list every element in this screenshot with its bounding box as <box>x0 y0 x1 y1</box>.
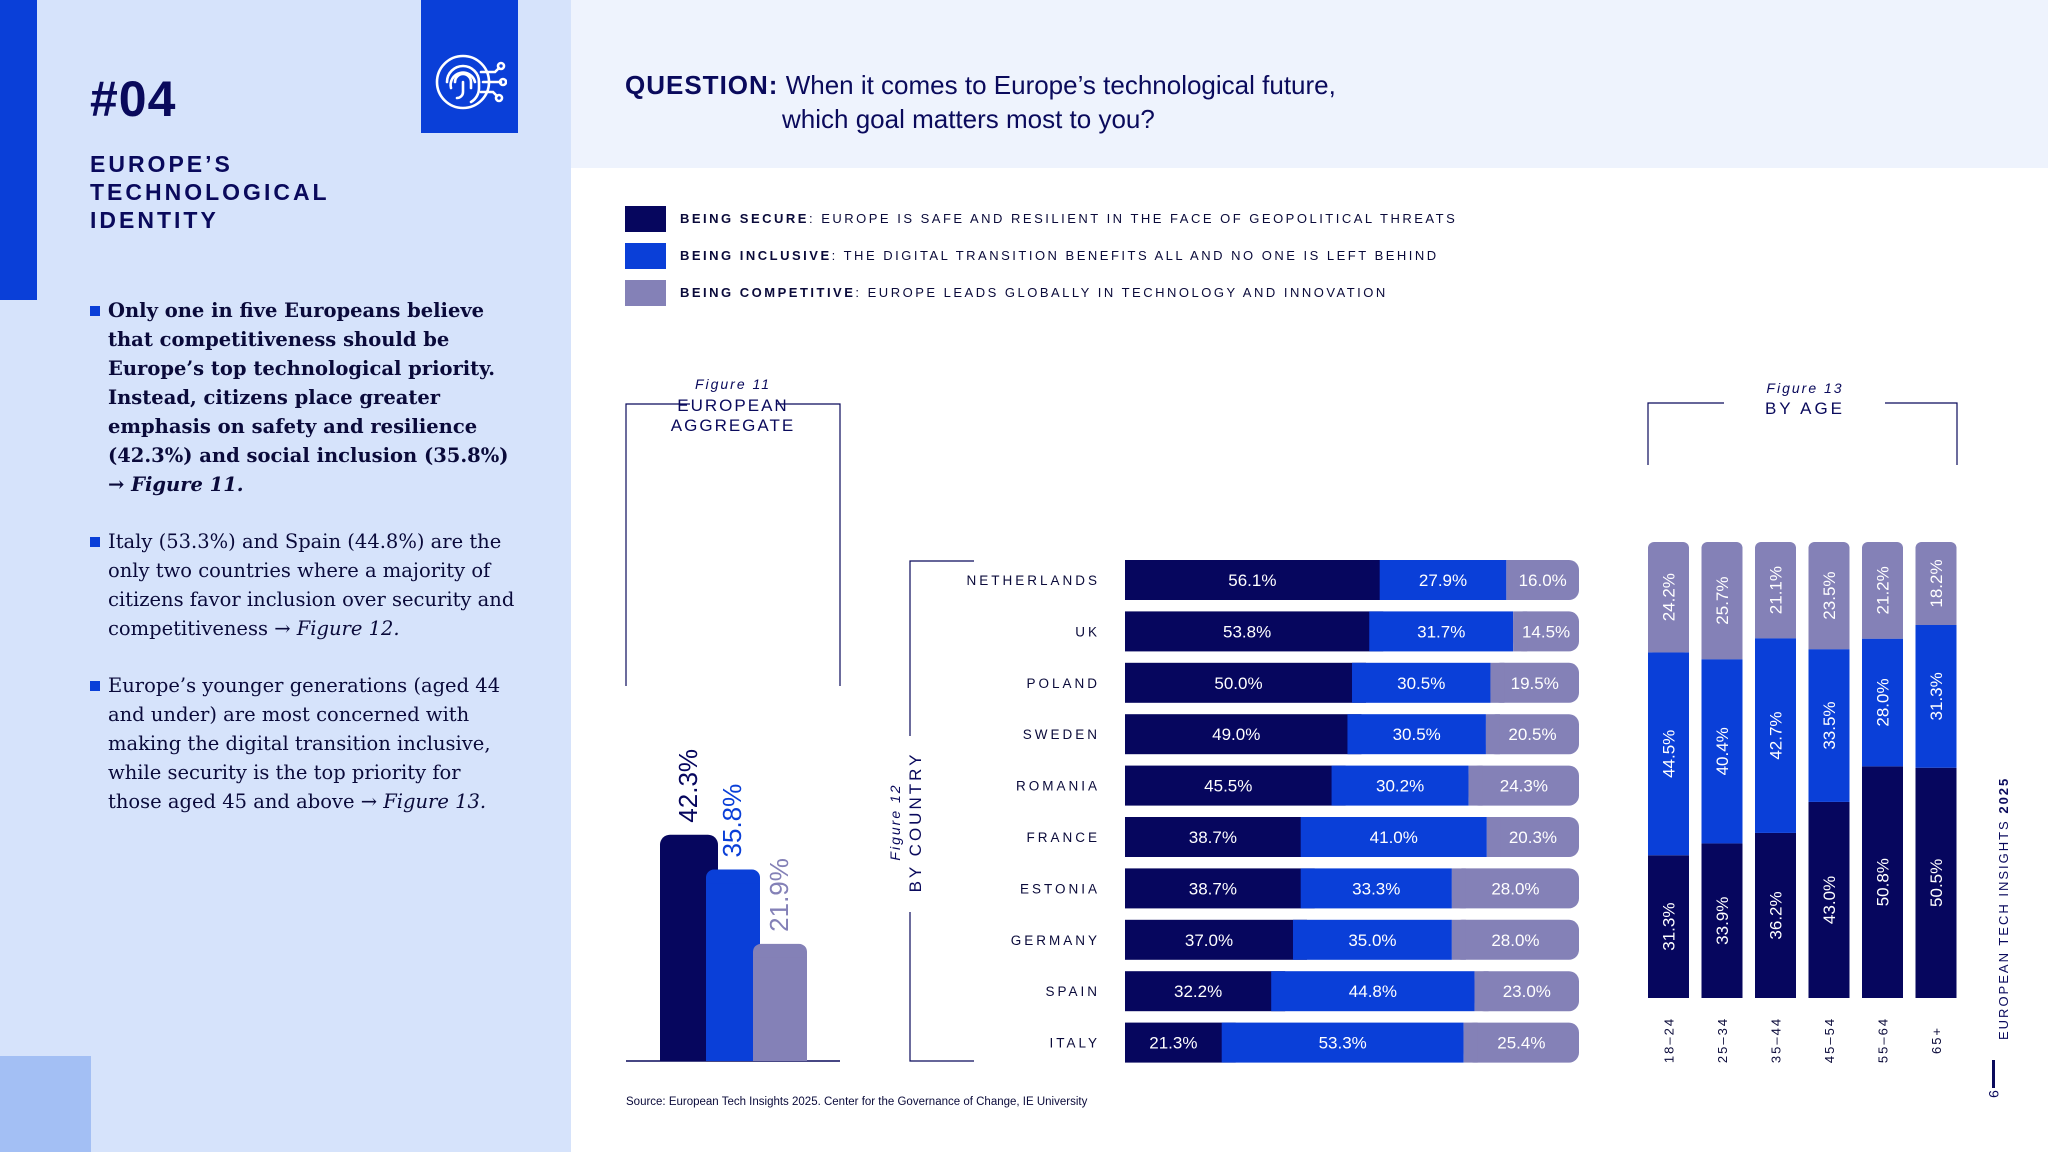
fig12-data-label: 53.3% <box>1318 1033 1367 1053</box>
fig11-bar-2-body <box>706 883 760 1061</box>
fig12-category-label: POLAND <box>1026 675 1100 691</box>
fig12-data-label: 23.0% <box>1502 982 1551 1002</box>
fig13-data-label: 50.5% <box>1927 858 1946 907</box>
bullet-3-text: Europe’s younger generations (aged 44 and under) are most concerned with making the digital transition inclusive, while security is the top priority for those aged 45 and above <box>108 674 501 813</box>
fig12-data-label: 16.0% <box>1518 571 1567 590</box>
fig12-data-label: 30.5% <box>1392 725 1441 745</box>
legend-name-secure: BEING SECURE <box>680 211 809 226</box>
fig12-data-label: 45.5% <box>1204 776 1253 796</box>
fig12-data-label: 56.1% <box>1228 571 1277 590</box>
fig12-category-label: ITALY <box>1049 1035 1100 1051</box>
fig12-data-label: 31.7% <box>1417 622 1466 642</box>
legend-desc-inclusive: : THE DIGITAL TRANSITION BENEFITS ALL AND NO ONE IS LEFT BEHIND <box>831 248 1439 263</box>
fig11-title-line-2: AGGREGATE <box>670 416 796 435</box>
fig13-figure-label: Figure 13 <box>1766 380 1844 396</box>
fig13-data-label: 43.0% <box>1820 875 1839 925</box>
fig12-category-label: ROMANIA <box>1015 778 1100 794</box>
fig13-data-label: 21.2% <box>1873 566 1893 615</box>
fig13-data-label: 50.8% <box>1873 858 1893 907</box>
fig12-category-label: SPAIN <box>1045 984 1100 1000</box>
fig12-data-label: 27.9% <box>1418 571 1468 590</box>
page-number: 9 <box>1985 1090 2002 1098</box>
fig13-data-label: 33.9% <box>1713 896 1732 945</box>
fig12-data-label: 21.3% <box>1149 1033 1198 1053</box>
fig12-data-label: 19.5% <box>1510 673 1559 693</box>
source-note: Source: European Tech Insights 2025. Center for the Governance of Change, IE University <box>626 1096 1088 1108</box>
fig12-data-label: 37.0% <box>1184 930 1234 950</box>
fig13-title: BY AGE <box>1764 399 1846 418</box>
fig13-data-label: 36.2% <box>1766 891 1786 940</box>
bullet-1-text: Only one in five Europeans believe that competitiveness should be Europe’s top technological priority. Instead, citizens place greater emphasis on safety and resilience (42.3%) and social inclusion (35.8%) <box>108 299 509 467</box>
fig12-data-label: 41.0% <box>1369 828 1418 847</box>
fig12-data-label: 35.0% <box>1348 930 1397 950</box>
fig12-category-label: NETHERLANDS <box>966 573 1100 588</box>
fig13-data-label: 31.3% <box>1659 902 1679 951</box>
fig12-category-label: UK <box>1075 624 1100 640</box>
side-label <box>1996 777 2011 1040</box>
question-label: QUESTION: <box>625 70 779 100</box>
side-label-year: 2025 <box>1996 776 2011 814</box>
fig11-bracket <box>626 404 840 686</box>
bullet-1-ref: → Figure 11. <box>108 473 244 496</box>
legend-name-inclusive: BEING INCLUSIVE <box>680 248 832 263</box>
fig11-bar-3-body <box>753 958 807 1061</box>
fig12-data-label: 30.2% <box>1376 776 1425 796</box>
fig13-data-label: 25.7% <box>1713 576 1732 625</box>
fig12-category-label: ESTONIA <box>1019 881 1100 897</box>
fig12-data-label: 28.0% <box>1491 930 1540 950</box>
fig13-category-label: 18–24 <box>1661 1016 1677 1064</box>
side-label-prefix: EUROPEAN TECH INSIGHTS <box>1996 813 2011 1040</box>
fig12-data-label: 14.5% <box>1521 622 1571 642</box>
fig12-figure-label: Figure 12 <box>887 783 903 861</box>
fig12-data-label: 20.3% <box>1508 828 1558 847</box>
legend-name-competitive: BEING COMPETITIVE <box>680 285 856 300</box>
fig12-category-label: SWEDEN <box>1022 727 1100 743</box>
fig12-data-label: 24.3% <box>1499 776 1548 796</box>
fig13-data-label: 24.2% <box>1659 573 1679 622</box>
fig13-data-label: 44.5% <box>1659 729 1679 778</box>
fig12-data-label: 20.5% <box>1508 725 1557 745</box>
question-line-1: When it comes to Europe’s technological future, <box>785 70 1336 100</box>
fig13-category-label: 55–64 <box>1875 1016 1891 1064</box>
fig13-category-label: 65+ <box>1929 1025 1944 1055</box>
fig11-figure-label: Figure 11 <box>694 376 772 392</box>
fig12-data-label: 50.0% <box>1214 673 1263 693</box>
fig13-data-label: 42.7% <box>1766 711 1786 760</box>
fig12-data-label: 30.5% <box>1397 673 1446 693</box>
fig12-bar-3-join <box>1469 766 1483 806</box>
fig13-category-label: 25–34 <box>1715 1016 1730 1064</box>
fig13-data-label: 40.4% <box>1713 727 1732 776</box>
bullet-2-text: Italy (53.3%) and Spain (44.8%) are the only two countries where a majority of citizens favor inclusion over security and competitiveness <box>108 530 515 640</box>
fig12-bar-3-join <box>1452 868 1466 908</box>
fig12-data-label: 38.7% <box>1188 879 1237 899</box>
fig12-bar-3-join <box>1452 920 1466 960</box>
section-title: EUROPE’S TECHNOLOGICAL IDENTITY <box>90 151 330 233</box>
fig11-data-label-1: 42.3% <box>673 748 703 823</box>
fig12-data-label: 25.4% <box>1497 1033 1546 1053</box>
legend-desc-secure: : EUROPE IS SAFE AND RESILIENT IN THE FACE OF GEOPOLITICAL THREATS <box>808 211 1458 226</box>
fig13-data-label: 18.2% <box>1927 559 1946 608</box>
legend-desc-competitive: : EUROPE LEADS GLOBALLY IN TECHNOLOGY AND INNOVATION <box>855 285 1388 300</box>
section-number: #04 <box>90 71 177 127</box>
fig13-data-label: 23.5% <box>1820 571 1839 620</box>
fig12-data-label: 32.2% <box>1173 982 1223 1002</box>
side-rule <box>1992 1060 1995 1088</box>
fig12-data-label: 53.8% <box>1223 622 1272 642</box>
fig12-data-label: 49.0% <box>1212 725 1261 745</box>
fig11-data-label-2: 35.8% <box>717 783 747 858</box>
fig12-bar-3-join <box>1464 1023 1478 1063</box>
fig13-data-label: 31.3% <box>1927 672 1946 721</box>
fig13-data-label: 28.0% <box>1873 678 1893 727</box>
fig13-category-label: 45–54 <box>1822 1016 1837 1064</box>
fig12-bar-3-join <box>1490 663 1504 703</box>
fig12-data-label: 28.0% <box>1491 879 1540 899</box>
fig12-data-label: 38.7% <box>1188 828 1237 847</box>
bullet-2-ref: → Figure 12. <box>274 617 400 640</box>
fig11-data-label-3: 21.9% <box>764 858 794 932</box>
fig12-bar-3-join <box>1487 817 1501 857</box>
fig13-data-label: 21.1% <box>1766 566 1786 615</box>
fig12-data-label: 33.3% <box>1352 879 1401 899</box>
fig12-category-label: FRANCE <box>1026 830 1100 845</box>
fig12-bar-3-join <box>1475 971 1489 1011</box>
fig13-data-label: 33.5% <box>1820 701 1839 750</box>
fig12-bar-3-join <box>1486 714 1500 754</box>
fig12-data-label: 44.8% <box>1348 982 1397 1002</box>
fig11-title-line-1: EUROPEAN <box>677 396 789 415</box>
fig13-category-label: 35–44 <box>1768 1016 1784 1064</box>
bullet-3-ref: → Figure 13. <box>360 790 487 813</box>
fig12-title: BY COUNTRY <box>906 751 925 893</box>
question-line-2: which goal matters most to you? <box>782 104 1155 134</box>
fig12-category-label: GERMANY <box>1010 932 1100 948</box>
